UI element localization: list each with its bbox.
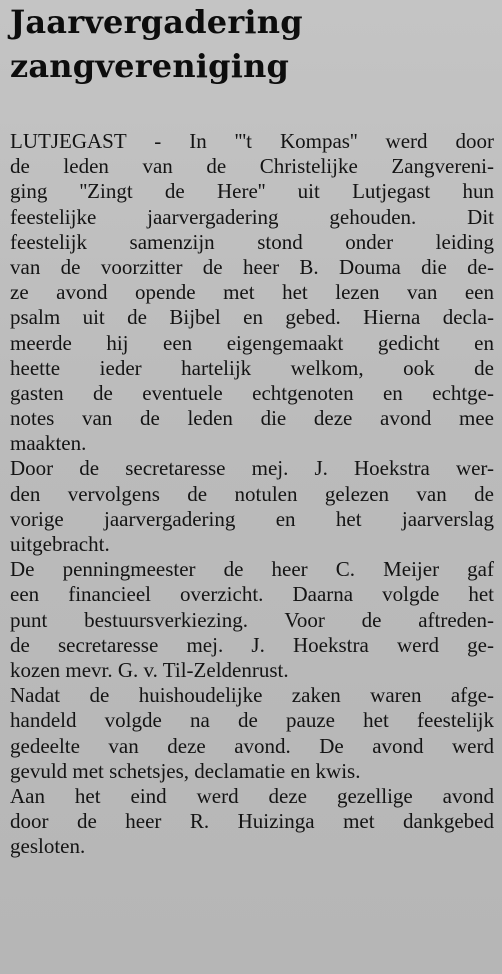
article-text-line: handeld volgde na de pauze het feestelijk: [10, 708, 494, 733]
article-text-line: gevuld met schetsjes, declamatie en kwis.: [10, 758, 361, 783]
article-text-line: gedeelte van deze avond. De avond werd: [10, 733, 494, 758]
article-headline: [10, 0, 496, 88]
article-text-line: Nadat de huishoudelijke zaken waren afge-: [10, 683, 494, 708]
article-text-line: kozen mevr. G. v. Til-Zeldenrust.: [10, 657, 289, 682]
article-text-line: maakten.: [10, 431, 87, 456]
article-text-line: notes van de leden die deze avond mee: [10, 406, 494, 431]
article-text-line: feestelijke jaarvergadering gehouden. Dit: [10, 204, 494, 229]
article-text-line: De penningmeester de heer C. Meijer gaf: [10, 557, 494, 582]
article-body: [10, 129, 494, 859]
article-text-line: ze avond opende met het lezen van een: [10, 280, 494, 305]
article-text-line: Aan het eind werd deze gezellige avond: [10, 783, 494, 808]
article-text-line: gasten de eventuele echtgenoten en echtge-: [10, 380, 494, 405]
article-text-line: feestelijk samenzijn stond onder leiding: [10, 229, 494, 254]
article-text-line: de leden van de Christelijke Zangvereni-: [10, 154, 494, 179]
article-text-line: Door de secretaresse mej. J. Hoekstra wer-: [10, 456, 494, 481]
article-text-line: ging ''Zingt de Here'' uit Lutjegast hun: [10, 179, 494, 204]
article-text-line: van de voorzitter de heer B. Douma die de-: [10, 254, 494, 279]
article-text-line: een financieel overzicht. Daarna volgde het: [10, 582, 494, 607]
article-text-line: vorige jaarvergadering en het jaarverslag: [10, 506, 494, 531]
article-text-line: meerde hij een eigengemaakt gedicht en: [10, 330, 494, 355]
headline-line: zangvereniging: [10, 47, 290, 85]
article-text-line: heette ieder hartelijk welkom, ook de: [10, 355, 494, 380]
article-text-line: den vervolgens de notulen gelezen van de: [10, 481, 494, 506]
article-text-line: door de heer R. Huizinga met dankgebed: [10, 809, 494, 834]
article-text-line: psalm uit de Bijbel en gebed. Hierna decla-: [10, 305, 494, 330]
article-text-line: gesloten.: [10, 834, 86, 859]
article-text-line: de secretaresse mej. J. Hoekstra werd ge-: [10, 632, 494, 657]
headline-line: Jaarvergadering: [10, 3, 303, 41]
article-text-line: LUTJEGAST - In '''t Kompas'' werd door: [10, 129, 494, 153]
article-text-line: punt bestuursverkiezing. Voor de aftreden-: [10, 607, 494, 632]
article-text-line: uitgebracht.: [10, 532, 110, 556]
